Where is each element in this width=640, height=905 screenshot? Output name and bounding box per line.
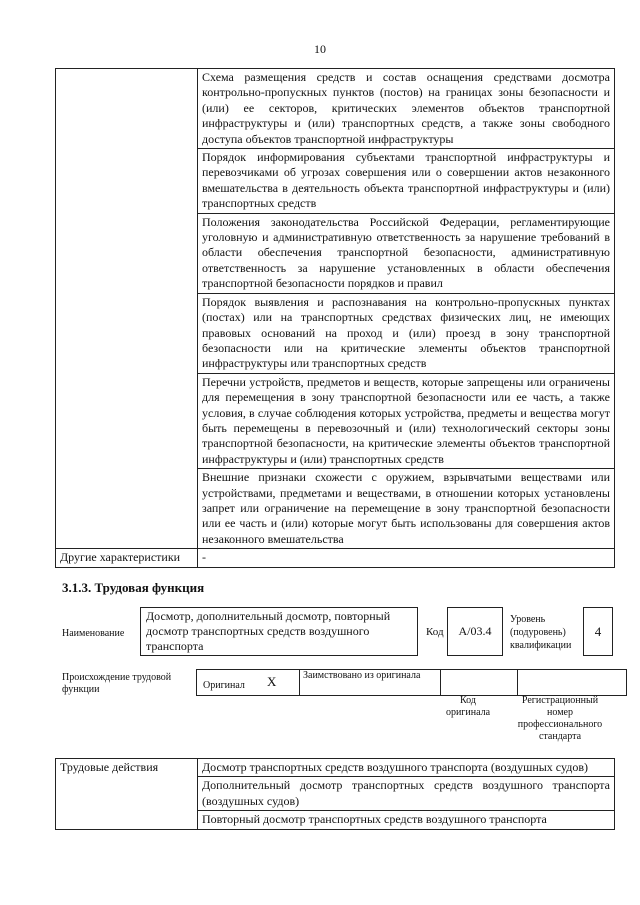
table-row <box>56 549 615 567</box>
function-code-box: А/03.4 <box>447 607 503 656</box>
knowledge-item: Положения законодательства Российской Федерации, регламентирующие уголовную и административную ответственность за нарушение требований в области обеспечения транспортной безопасности, административную ответственность за нарушение установленных в области обеспечения транспортной безопасности порядков и правил <box>198 213 615 293</box>
labour-action-item: Досмотр транспортных средств воздушного транспорта (воздушных судов) <box>198 759 615 777</box>
reg-number-label: Регистрационный номер профессионального стандарта <box>517 695 603 742</box>
code-label: Код <box>426 626 444 638</box>
knowledge-table <box>55 68 615 568</box>
knowledge-item: Порядок выявления и распознавания на контрольно-пропускных пунктах (постах) или на транспортных средствах физических лиц, не имеющих правовых оснований на проход и (или) проезд в зону транспортной безопасности или на критические элементы объектов транспортной инфраструктуры или транспортных средств <box>198 293 615 373</box>
original-label: Оригинал <box>203 680 245 691</box>
original-mark: X <box>267 674 277 689</box>
qualification-level-box: 4 <box>583 607 613 656</box>
original-cell <box>197 670 300 696</box>
function-name-label: Наименование <box>62 628 125 639</box>
labour-action-item: Дополнительный досмотр транспортных средств воздушного транспорта (воздушных судов) <box>198 777 615 811</box>
section-title: 3.1.3. Трудовая функция <box>62 580 205 595</box>
origin-label: Происхождение трудовой функции <box>62 672 172 695</box>
table-row <box>56 759 615 777</box>
knowledge-item: Перечни устройств, предметов и веществ, которые запрещены или ограничены для перемещения в зону транспортной безопасности или ее часть, а также условия, в случае соблюдения которых устройства, предметы и вещества могут быть перемещены в перевозочный и (или) технологический секторы зоны транспортной безопасности, на критические элементы объектов транспортной инфраструктуры и (или) транспортных средств <box>198 373 615 468</box>
origin-table <box>196 669 627 696</box>
labour-actions-label: Трудовые действия <box>56 759 198 830</box>
borrowed-label: Заимствовано из оригинала <box>300 670 441 696</box>
other-characteristics-value: - <box>198 549 615 567</box>
page-number: 10 <box>314 42 326 56</box>
reg-number-cell <box>518 670 627 696</box>
row-label-empty <box>56 69 198 549</box>
knowledge-item: Внешние признаки схожести с оружием, взрывчатыми веществами или устройствами, предметами и веществами, в отношении которых установлены запрет или ограничение на перемещение в зону транспортной безопасности или ее часть и (или) которые могут быть использованы для совершения актов незаконного вмешательства <box>198 469 615 549</box>
labour-actions-table <box>55 758 615 830</box>
labour-action-item: Повторный досмотр транспортных средств воздушного транспорта <box>198 811 615 829</box>
code-original-cell <box>441 670 518 696</box>
qualification-level-label: Уровень (подуровень) квалификации <box>510 614 572 651</box>
function-name-box: Досмотр, дополнительный досмотр, повторный досмотр транспортных средств воздушного транспорта <box>140 607 418 656</box>
knowledge-item: Схема размещения средств и состав оснащения средствами досмотра контрольно-пропускных пунктов (постов) на границах зоны безопасности и (или) ее секторов, критических элементов объектов транспортной инфраструктуры и (или) транспортных средств, а также зоны свободного доступа объектов транспортной инфраструктуры <box>198 69 615 149</box>
other-characteristics-label: Другие характеристики <box>56 549 198 567</box>
code-original-label: Код оригинала <box>445 695 491 718</box>
table-row <box>56 69 615 149</box>
knowledge-item: Порядок информирования субъектами транспортной инфраструктуры и перевозчиками об угрозах совершения или о совершении актов незаконного вмешательства в деятельность объекта транспортной инфраструктуры и (или) транспортных средств <box>198 149 615 214</box>
